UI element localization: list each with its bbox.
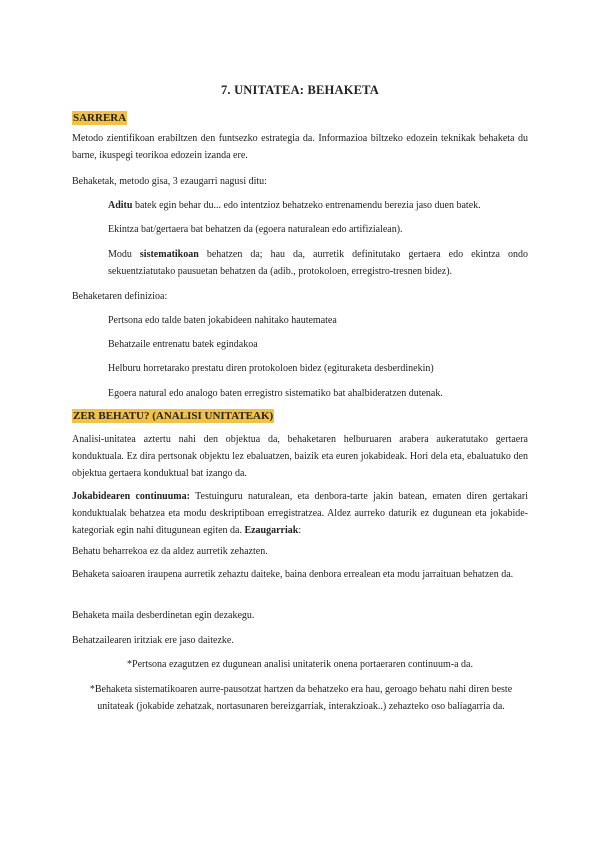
feature-1-text: batek egin behar du... edo intentzioz behatzeko entrenamendu berezia jaso duen batek. xyxy=(132,200,481,211)
page-title: 7. UNITATEA: BEHAKETA xyxy=(220,83,380,97)
continuum-bold: Jokabidearen continuuma: xyxy=(72,491,190,502)
note-1: *Pertsona ezagutzen ez dugunean analisi unitaterik onena portaeraren continuum-a da. xyxy=(127,659,473,670)
continuum-point-4: Behatzailearen iritziak ere jaso daitezke. xyxy=(72,635,234,646)
definition-item-1: Pertsona edo talde baten jokabideen nahitako hautematea xyxy=(108,315,337,326)
features-intro: Behaketak, metodo gisa, 3 ezaugarri nagusi ditu: xyxy=(72,176,267,187)
section-heading-sarrera: SARRERA xyxy=(73,112,127,124)
continuum-text: Testuinguru naturalean, eta denbora-tarte jakin batean, ematen diren gertakari konduktualak behatzea eta modu deskriptiboan erregistratzea. Aldez aurreko daturik ez dugunean eta jokabide-kategoriak egin nahi ditugunean egiten da. xyxy=(72,491,528,536)
feature-item-1 xyxy=(108,197,528,214)
analysis-unit-paragraph: Analisi-unitatea aztertu nahi den objektua da, behaketaren helburuaren arabera aukeratutako gertaera konduktuala. Ez dira pertsonak objektu lez ebaluatzen, baizik eta euren jokabideak. Hori dela eta, ebaluatuko den objektua gertaera konduktual bat izango da. xyxy=(72,434,528,479)
continuum-point-1: Behatu beharrekoa ez da aldez aurretik zehazten. xyxy=(72,546,268,557)
definition-item-2: Behatzaile entrenatu batek egindakoa xyxy=(108,339,258,350)
features-colon: : xyxy=(298,525,302,536)
feature-3-text: behatzen da; hau da, aurretik definitutako gertaera edo ekintza ondo sekuentziatutako pausuetan behatzen da (adib., protokoloen, erregistro-tresnen bidez). xyxy=(108,249,528,277)
definition-intro: Behaketaren definizioa: xyxy=(72,291,168,302)
feature-item-3 xyxy=(108,246,528,280)
feature-item-2: Ekintza bat/gertaera bat behatzen da (egoera naturalean edo artifizialean). xyxy=(108,224,403,235)
feature-1-bold: Aditu xyxy=(108,200,133,211)
section-heading-zer-behatu: ZER BEHATU? (ANALISI UNITATEAK) xyxy=(73,410,274,422)
note-2: *Behaketa sistematikoaren aurre-pausotzat hartzen da behatzeko era hau, geroago behatu nahi diren beste unitateak (jokabide zehatzak, nortasunaren bereizgarriak, interakzioak..) zehazteko oso baliagarria da. xyxy=(89,684,513,712)
definition-item-4: Egoera natural edo analogo baten erregistro sistematiko bat ahalbideratzen dutenak. xyxy=(108,388,443,399)
continuum-point-2: Behaketa saioaren iraupena aurretik zehaztu daiteke, baina denbora errealean eta modu jarraituan behatzen da. xyxy=(72,569,514,580)
continuum-point-3: Behaketa maila desberdinetan egin dezakegu. xyxy=(72,610,255,621)
feature-3-bold: sistematikoan xyxy=(139,249,199,260)
features-bold: Ezaugarriak xyxy=(244,525,299,536)
continuum-paragraph xyxy=(72,488,528,539)
definition-item-3: Helburu horretarako prestatu diren protokoloen bidez (egituraketa desberdinekin) xyxy=(108,363,434,374)
feature-3-pre: Modu xyxy=(108,249,140,260)
sarrera-intro-paragraph: Metodo zientifikoan erabiltzen den funtsezko estrategia da. Informazioa biltzeko edozein teknikak behaketa du barne, ikuspegi teorikoa edozein izanda ere. xyxy=(72,133,528,161)
